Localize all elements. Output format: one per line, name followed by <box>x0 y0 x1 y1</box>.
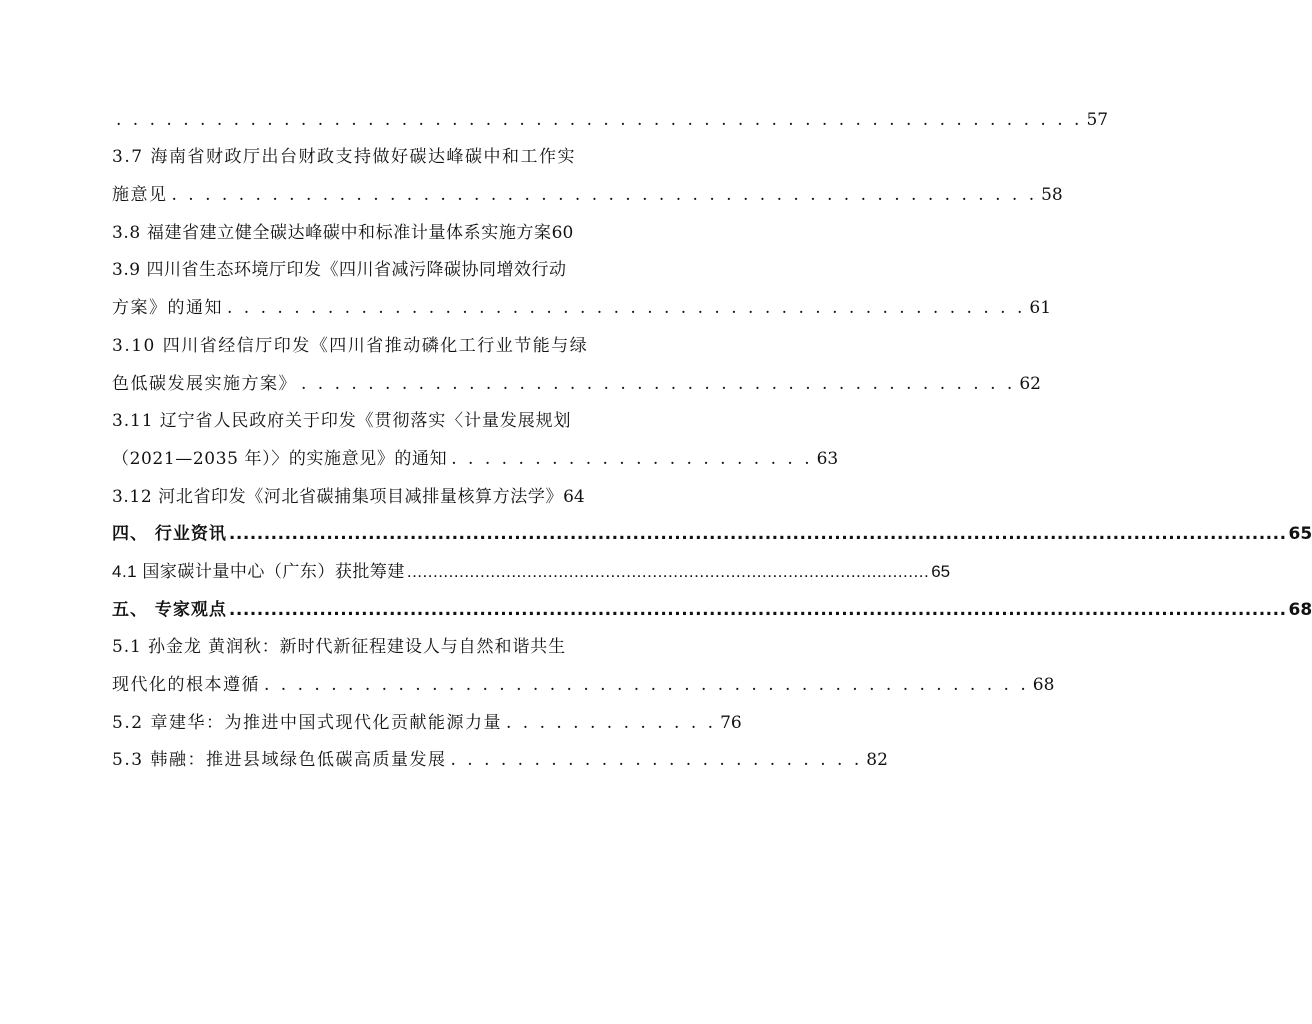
table-of-contents <box>112 92 1312 771</box>
toc-page-number: 68 <box>1288 599 1312 620</box>
toc-line[interactable] <box>112 205 624 243</box>
section-title: 四、 行业资讯 <box>112 524 227 545</box>
toc-page-number: 65 <box>931 561 951 581</box>
toc-page-number: 82 <box>866 750 888 771</box>
toc-section-heading[interactable] <box>112 582 1312 620</box>
toc-leader-dots: . . . . . . . . . . . . . . . . . . . . . . . . . . . . . . . . . . . . . . . . . . . <box>301 373 1016 394</box>
toc-leader-dots: ........................................................................................................................................................ <box>228 524 1287 545</box>
toc-line[interactable] <box>112 657 1055 695</box>
toc-page-number: 62 <box>1019 373 1041 394</box>
toc-entry-text: 方案》的通知 <box>112 298 223 319</box>
toc-line[interactable] <box>112 544 951 582</box>
toc-section-heading[interactable] <box>112 507 1312 545</box>
toc-leader-dots: ........................................................................................................................................................ <box>228 599 1287 620</box>
toc-line[interactable] <box>112 620 624 658</box>
toc-entry-text: （2021—2035 年）〉的实施意见》的通知 <box>112 448 448 469</box>
toc-page-number: 65 <box>1288 524 1312 545</box>
toc-page-number: 60 <box>551 222 574 243</box>
toc-line[interactable] <box>112 243 624 281</box>
toc-leader-dots: . . . . . . . . . . . . . . . . . . . . . . . . . . . . . . . . . . . . . . . . . . . . . . . . <box>227 298 1026 319</box>
toc-entry-text: 4.1 国家碳计量中心（广东）获批筹建 <box>112 561 405 581</box>
toc-page-number: 58 <box>1041 185 1063 206</box>
toc-leader-dots: .................................................................................................... <box>406 561 930 581</box>
toc-leader-dots: . . . . . . . . . . . . . <box>505 712 717 733</box>
toc-entry-text: 色低碳发展实施方案》 <box>112 373 297 394</box>
toc-entry-text: 5.2 章建华：为推进中国式现代化贡献能源力量 <box>112 712 502 733</box>
toc-page-number: 76 <box>720 712 742 733</box>
toc-line[interactable] <box>112 356 1041 394</box>
toc-entry-text: 3.9 四川省生态环境厅印发《四川省减污降碳协同增效行动 <box>112 260 567 281</box>
toc-page-number: 68 <box>1032 675 1055 695</box>
toc-entry-text: 3.8 福建省建立健全碳达峰碳中和标准计量体系实施方案 <box>112 222 552 243</box>
toc-line[interactable] <box>112 695 742 733</box>
toc-leader-dots: . . . . . . . . . . . . . . . . . . . . . . . . . . . . . . . . . . . . . . . . . . . . . . . . . . . . . . . . . . <box>116 109 1083 130</box>
toc-page-number: 64 <box>563 486 585 507</box>
section-title: 五、 专家观点 <box>112 599 227 620</box>
toc-leader-dots: . . . . . . . . . . . . . . . . . . . . . . . . . <box>450 750 863 771</box>
toc-line[interactable] <box>112 167 1063 206</box>
toc-line[interactable] <box>112 431 839 469</box>
toc-entry-text: 3.12 河北省印发《河北省碳捕集项目减排量核算方法学》 <box>112 486 564 507</box>
toc-entry-text: 5.3 韩融：推进县域绿色低碳高质量发展 <box>112 750 447 771</box>
toc-entry-text: 5.1 孙金龙 黄润秋：新时代新征程建设人与自然和谐共生 <box>112 637 567 658</box>
toc-line[interactable] <box>112 280 1052 319</box>
toc-line[interactable] <box>112 733 888 771</box>
toc-leader-dots: . . . . . . . . . . . . . . . . . . . . . . <box>451 448 813 469</box>
toc-line[interactable] <box>112 92 1109 130</box>
toc-entry-text: 3.10 四川省经信厅印发《四川省推动磷化工行业节能与绿 <box>112 335 589 356</box>
toc-entry-text: 现代化的根本遵循 <box>112 675 260 695</box>
toc-leader-dots: . . . . . . . . . . . . . . . . . . . . . . . . . . . . . . . . . . . . . . . . . . . . . . <box>264 675 1029 695</box>
toc-line[interactable] <box>112 318 624 356</box>
toc-entry-text: 施意见 <box>112 185 168 206</box>
toc-entry-text: 3.7 海南省财政厅出台财政支持做好碳达峰碳中和工作实 <box>112 147 576 168</box>
toc-entry-text: 3.11 辽宁省人民政府关于印发《贯彻落实〈计量发展规划 <box>112 411 572 432</box>
toc-page-number: 61 <box>1029 298 1052 319</box>
toc-leader-dots: . . . . . . . . . . . . . . . . . . . . . . . . . . . . . . . . . . . . . . . . . . . . . . . . . . . . <box>171 185 1038 206</box>
toc-page-number: 63 <box>816 448 839 469</box>
toc-line[interactable] <box>112 130 624 168</box>
toc-line[interactable] <box>112 469 624 507</box>
toc-page-number: 57 <box>1086 109 1109 130</box>
toc-line[interactable] <box>112 394 624 432</box>
